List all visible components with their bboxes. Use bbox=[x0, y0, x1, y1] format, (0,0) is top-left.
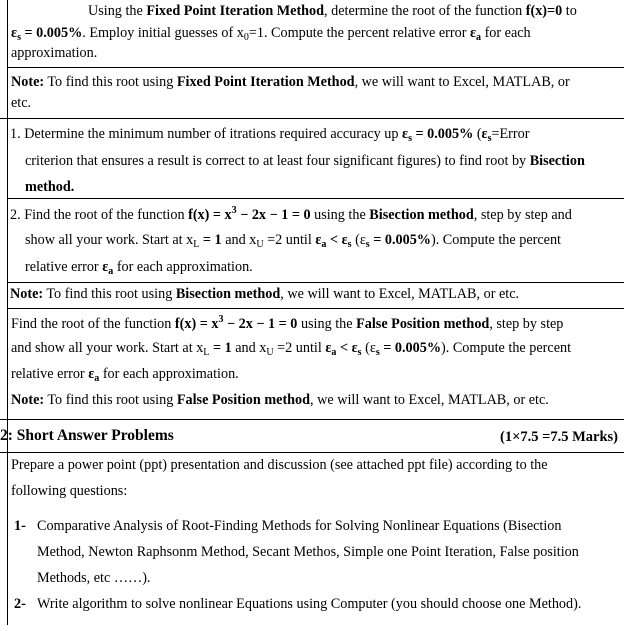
section-intro: Prepare a power point (ppt) presentation and discussion (see attached ppt file) according to the bbox=[11, 457, 548, 473]
q2-line3: relative error $\varepsilon_a$ for each approximation. bbox=[25, 259, 253, 277]
block1-line1: Using the Fixed Point Iteration Method, determine the root of the function f(x)=0 to bbox=[88, 3, 577, 19]
section-marks: (1×7.5 =7.5 Marks) bbox=[499, 429, 618, 445]
q1-line3: method. bbox=[25, 179, 75, 195]
list-item: Write algorithm to solve nonlinear Equations using Computer (you should choose one Method). bbox=[37, 596, 582, 612]
divider bbox=[7, 308, 624, 309]
q2-line1: 2. Find the root of the function $f(x) = x^3 - 2x - 1 = 0$ using the Bisection method, step by step and bbox=[10, 205, 572, 223]
q3-line3: relative error $\varepsilon_a$ for each approximation. bbox=[11, 366, 239, 384]
list-item: Comparative Analysis of Root-Finding Methods for Solving Nonlinear Equations (Bisection bbox=[37, 518, 562, 534]
q2-line2: show all your work. Start at $x_L = 1$ and $x_U =2$ until $\varepsilon_a < \varepsilon_s$ $(\varepsilon_s = 0.005\%)$. Compute the percent bbox=[25, 232, 561, 250]
divider bbox=[7, 67, 624, 68]
divider bbox=[0, 452, 624, 453]
block1-note: Note: To find this root using Fixed Point Iteration Method, we will want to Excel, MATLAB, or bbox=[11, 74, 570, 90]
divider bbox=[7, 198, 624, 199]
list-item: Methods, etc ……). bbox=[37, 570, 151, 586]
q3-note: Note: To find this root using False Position method, we will want to Excel, MATLAB, or etc. bbox=[11, 392, 549, 408]
left-border bbox=[7, 0, 8, 625]
q1-line1: 1. Determine the minimum number of itrations required accuracy up $\varepsilon_s = 0.005\%$ ($\varepsilon_s=Error$ bbox=[10, 126, 530, 144]
list-item: Method, Newton Raphsonm Method, Secant Methos, Simple one Point Iteration, False position bbox=[37, 544, 579, 560]
list-item-number: 1- bbox=[14, 518, 26, 534]
q2-note: Note: To find this root using Bisection method, we will want to Excel, MATLAB, or etc. bbox=[10, 286, 520, 302]
divider bbox=[0, 118, 624, 119]
block1-note-cont: etc. bbox=[11, 95, 32, 111]
section-intro-cont: following questions: bbox=[11, 483, 128, 499]
q3-line1: Find the root of the function $f(x) = x^3 - 2x - 1 = 0$ using the False Position method, step by step bbox=[11, 314, 564, 332]
block1-line2: $\varepsilon_s = 0.005\%$. Employ initial guesses of $x_0=1$. Compute the percent relative error $\varepsilon_a$ for each bbox=[11, 25, 531, 43]
divider bbox=[0, 419, 624, 420]
q1-line2: criterion that ensures a result is correct to at least four significant figures) to find root by Bisection bbox=[25, 153, 585, 169]
q3-line2: and show all your work. Start at $x_L = 1$ and $x_U =2$ until $\varepsilon_a < \varepsilon_s$ $(\varepsilon_s = 0.005\%)$. Compute the percent bbox=[11, 340, 572, 358]
list-item-number: 2- bbox=[14, 596, 26, 612]
block1-line3: approximation. bbox=[11, 45, 98, 61]
section-title: 2: Short Answer Problems bbox=[0, 427, 174, 444]
divider bbox=[7, 282, 624, 283]
